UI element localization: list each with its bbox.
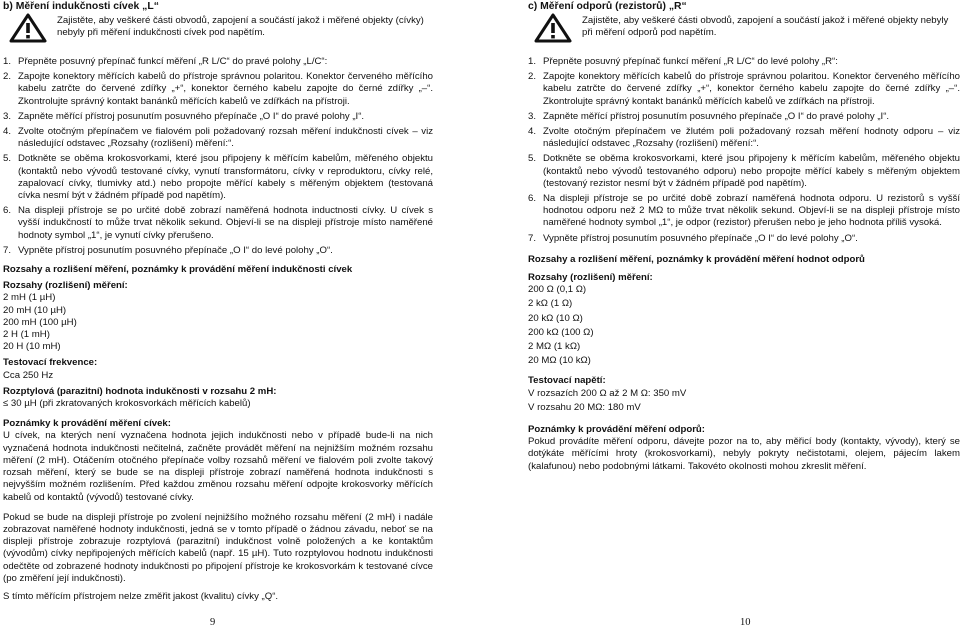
range-item: 20 mH (10 µH) [3, 304, 67, 316]
test-voltage-line: V rozsahu 20 MΩ: 180 mV [528, 401, 641, 413]
warning-text: Zajistěte, aby veškeré části obvodů, zapojení a součástí jakož i měřené objekty nebyly při měření odporů pod napětím. [582, 15, 949, 39]
step-text: Vypněte přístroj posunutím posuvného přepínače „O I“ do levé polohy „O“. [18, 244, 333, 256]
ranges-heading: Rozsahy a rozlišení měření, poznámky k provádění měření indukčnosti cívek [3, 264, 353, 276]
notes-label: Poznámky k provádění měření odporů: [528, 424, 705, 436]
step-text: Přepněte posuvný přepínač funkcí měření „R L/C“ do pravé polohy „L/C“: [18, 56, 328, 67]
step-item [3, 153, 433, 202]
test-frequency-value: Cca 250 Hz [3, 369, 54, 381]
step-text: Zapněte měřící přístroj posunutím posuvného přepínače „O I“ do pravé polohy „I“. [18, 110, 365, 122]
step-item [3, 126, 433, 150]
step-item [528, 153, 960, 190]
step-item [3, 56, 433, 68]
steps-list [528, 56, 960, 245]
step-number: 1. [3, 56, 12, 67]
step-text: Na displeji přístroje se po určité době zobrazí naměřená hodnota odporu. U rezistorů s vyšší hodnotou odporu než 2 MΩ to může trvat několik sekund. Objeví-li se na displeji přístroje místo naměřené hodnoty symbol „1“, je odpor (rezistor) přerušen nebo je jeho hodnota příliš vysoká. [543, 193, 960, 229]
step-text: Zvolte otočným přepínačem ve žlutém poli požadovaný rozsah měření hodnoty odporu – viz následující odstavec „Rozsahy (rozlišení) měření:“. [543, 126, 960, 150]
test-voltage-label: Testovací napětí: [528, 375, 606, 387]
steps-list [3, 56, 433, 257]
warning-text: Zajistěte, aby veškeré části obvodů, zapojení a součástí jakož i měřené objekty (cívky) nebyly při měření indukčnosti cívek pod napětím. [57, 15, 424, 39]
range-item: 2 kΩ (1 Ω) [528, 298, 573, 310]
test-voltage-line: V rozsazích 200 Ω až 2 M Ω: 350 mV [528, 387, 687, 399]
ranges-label: Rozsahy (rozlišení) měření: [528, 272, 653, 284]
range-item: 200 kΩ (100 Ω) [528, 326, 594, 338]
step-item [3, 71, 433, 108]
step-number: 2. [3, 71, 12, 83]
step-text: Přepněte posuvný přepínač funkcí měření „R L/C“ do levé polohy „R“: [543, 56, 838, 67]
step-item [528, 56, 960, 68]
parasitic-label: Rozptylová (parazitní) hodnota indukčnosti v rozsahu 2 mH: [3, 385, 277, 397]
section-title-resistance: c) Měření odporů (rezistorů) „R“ [528, 1, 687, 12]
notes-paragraph: Pokud se bude na displeji přístroje po zvolení nejnižšího možného rozsahu měření (2 mH) i nadále zobrazovat naměřené hodnoty indukčnosti, jedná se v tomto případě o žádnou závadu, neboť se na displeji přístroje zobrazuje rozptylová (parazitní) indukčnost volně položených a ke kontaktům (vývodům) cívky nepřipojených měřících kabelů (např. 15 µH). Tuto rozptylovou hodnotu indukčnosti odečtěte od zobrazené hodnoty indukčnosti po připojení přístroje ke krokosvorkám k testované cívce (po změření její indukčnosti). [3, 511, 433, 584]
notes-paragraph: S tímto měřícím přístrojem nelze změřit jakost (kvalitu) cívky „Q“. [3, 590, 279, 602]
range-item: 2 MΩ (1 kΩ) [528, 341, 581, 353]
step-number: 3. [3, 110, 12, 122]
step-item [3, 245, 433, 257]
step-item [528, 193, 960, 230]
warning-triangle-icon [534, 13, 572, 43]
step-item [528, 71, 960, 108]
ranges-label: Rozsahy (rozlišení) měření: [3, 280, 128, 292]
notes-paragraph: U cívek, na kterých není vyznačena hodnota jejich indukčnosti nebo v případě bude-li na nich vyznačená hodnota indukčnosti nečitelná, začněte provádět měření na nejnižším možném rozsahu měření (2 mH). Otáčením otočného přepínače volby rozsahů měření ve fialovém poli zvolte takový rozsah měření, který se bude se na displeji přístroje zobrazí naměřená hodnota indukčnosti s nejvyšším možném rozlišením. Před každou změnou rozsahu měření odpojte krokosvorky měřících kabelů od kontaktů (vývodů) testované cívky. [3, 430, 433, 503]
range-item: 2 mH (1 µH) [3, 292, 56, 304]
range-item: 20 kΩ (10 Ω) [528, 312, 583, 324]
step-text: Vypněte přístroj posunutím posuvného přepínače „O I“ do levé polohy „O“. [543, 232, 858, 244]
step-text: Zapněte měřící přístroj posunutím posuvného přepínače „O I“ do pravé polohy „I“. [543, 110, 890, 122]
step-number: 2. [528, 71, 537, 83]
left-page [0, 0, 436, 629]
step-number: 5. [528, 153, 537, 165]
ranges-heading: Rozsahy a rozlišení měření, poznámky k provádění měření hodnot odporů [528, 253, 865, 265]
step-number: 6. [528, 193, 537, 205]
warning-triangle-icon [9, 13, 47, 43]
notes-label: Poznámky k provádění měření cívek: [3, 418, 171, 430]
step-text: Dotkněte se oběma krokosvorkami, které jsou připojeny k měřícím kabelům, měřeného objektu (kontaktů nebo vývodů testovaného odporu) nebo propojte měřící kabely s měřeným objektem (testovaný rezistor nesmí být v žádném případě pod napětím). [543, 153, 960, 189]
step-item [3, 111, 433, 123]
step-text: Zapojte konektory měřících kabelů do přístroje správnou polaritou. Konektor červeného měřícího kabelu zatrčte do červené zdířky „+“, konektor černého kabelu zapojte do černé zdířky „–“. Zkontrolujte správný kontakt banánků měřících kabelů ve zdířkách na přístroji. [543, 71, 960, 107]
warning-box [534, 15, 960, 43]
step-number: 6. [3, 205, 12, 217]
notes-paragraph: Pokud provádíte měření odporu, dávejte pozor na to, aby měřicí body (kontakty, vývody), který se dotýkáte měřícími hroty (krokosvorkami), nebyly pokryty nečistotami, olejem, pájecím lakem (kalafunou) nebo podobnými látkami. Takovéto okolnosti mohou zkreslit měření. [528, 436, 960, 472]
step-text: Dotkněte se oběma krokosvorkami, které jsou připojeny k měřícím kabelům, měřeného objektu (kontaktů nebo vývodů testované cívky, vynutí transformátoru, cívky v reproduktoru, cívky relé, zapalovací cívky, tlumivky atd.) nebo propojte měřící kabely s měřeným objektem (testovaná cívka nesmí být v žádném případě pod napětím). [18, 153, 433, 202]
step-text: Zapojte konektory měřících kabelů do přístroje správnou polaritou. Konektor červeného měřícího kabelu zatrčte do červené zdířky „+“, konektor černého kabelu zapojte do černé zdířky „–“. Zkontrolujte správný kontakt banánků měřících kabelů ve zdířkách na přístroji. [18, 71, 433, 107]
step-item [3, 205, 433, 242]
step-item [528, 111, 960, 123]
page-number: 9 [210, 617, 216, 628]
test-frequency-label: Testovací frekvence: [3, 357, 98, 369]
range-item: 200 mH (100 µH) [3, 316, 77, 328]
range-item: 200 Ω (0,1 Ω) [528, 284, 587, 296]
range-item: 2 H (1 mH) [3, 329, 50, 341]
warning-box [9, 15, 433, 43]
parasitic-value: ≤ 30 µH (při zkratovaných krokosvorkách měřících kabelů) [3, 398, 251, 410]
range-item: 20 MΩ (10 kΩ) [528, 355, 591, 367]
step-number: 7. [3, 244, 12, 256]
right-page [524, 0, 960, 629]
step-item [528, 233, 960, 245]
page-number: 10 [740, 617, 751, 628]
range-item: 20 H (10 mH) [3, 341, 61, 353]
step-text: Zvolte otočným přepínačem ve fialovém poli požadovaný rozsah měření indukčnosti cívek – viz následující odstavec „Rozsahy (rozlišení) měření:“. [18, 126, 433, 150]
step-number: 4. [3, 126, 12, 138]
step-number: 3. [528, 110, 537, 122]
step-number: 7. [528, 232, 537, 244]
step-number: 1. [528, 56, 537, 67]
step-number: 4. [528, 126, 537, 138]
step-item [528, 126, 960, 150]
step-text: Na displeji přístroje se po určité době zobrazí naměřená hodnota inductnosti cívky. U cívek s vyšší indukčností to může trvat několik sekund. Objeví-li se na displeji přístroje místo naměřené hodnoty symbol „1“, je vynutí cívky přerušeno. [18, 205, 433, 241]
section-title-inductance: b) Měření indukčnosti cívek „L“ [3, 1, 159, 12]
step-number: 5. [3, 153, 12, 165]
